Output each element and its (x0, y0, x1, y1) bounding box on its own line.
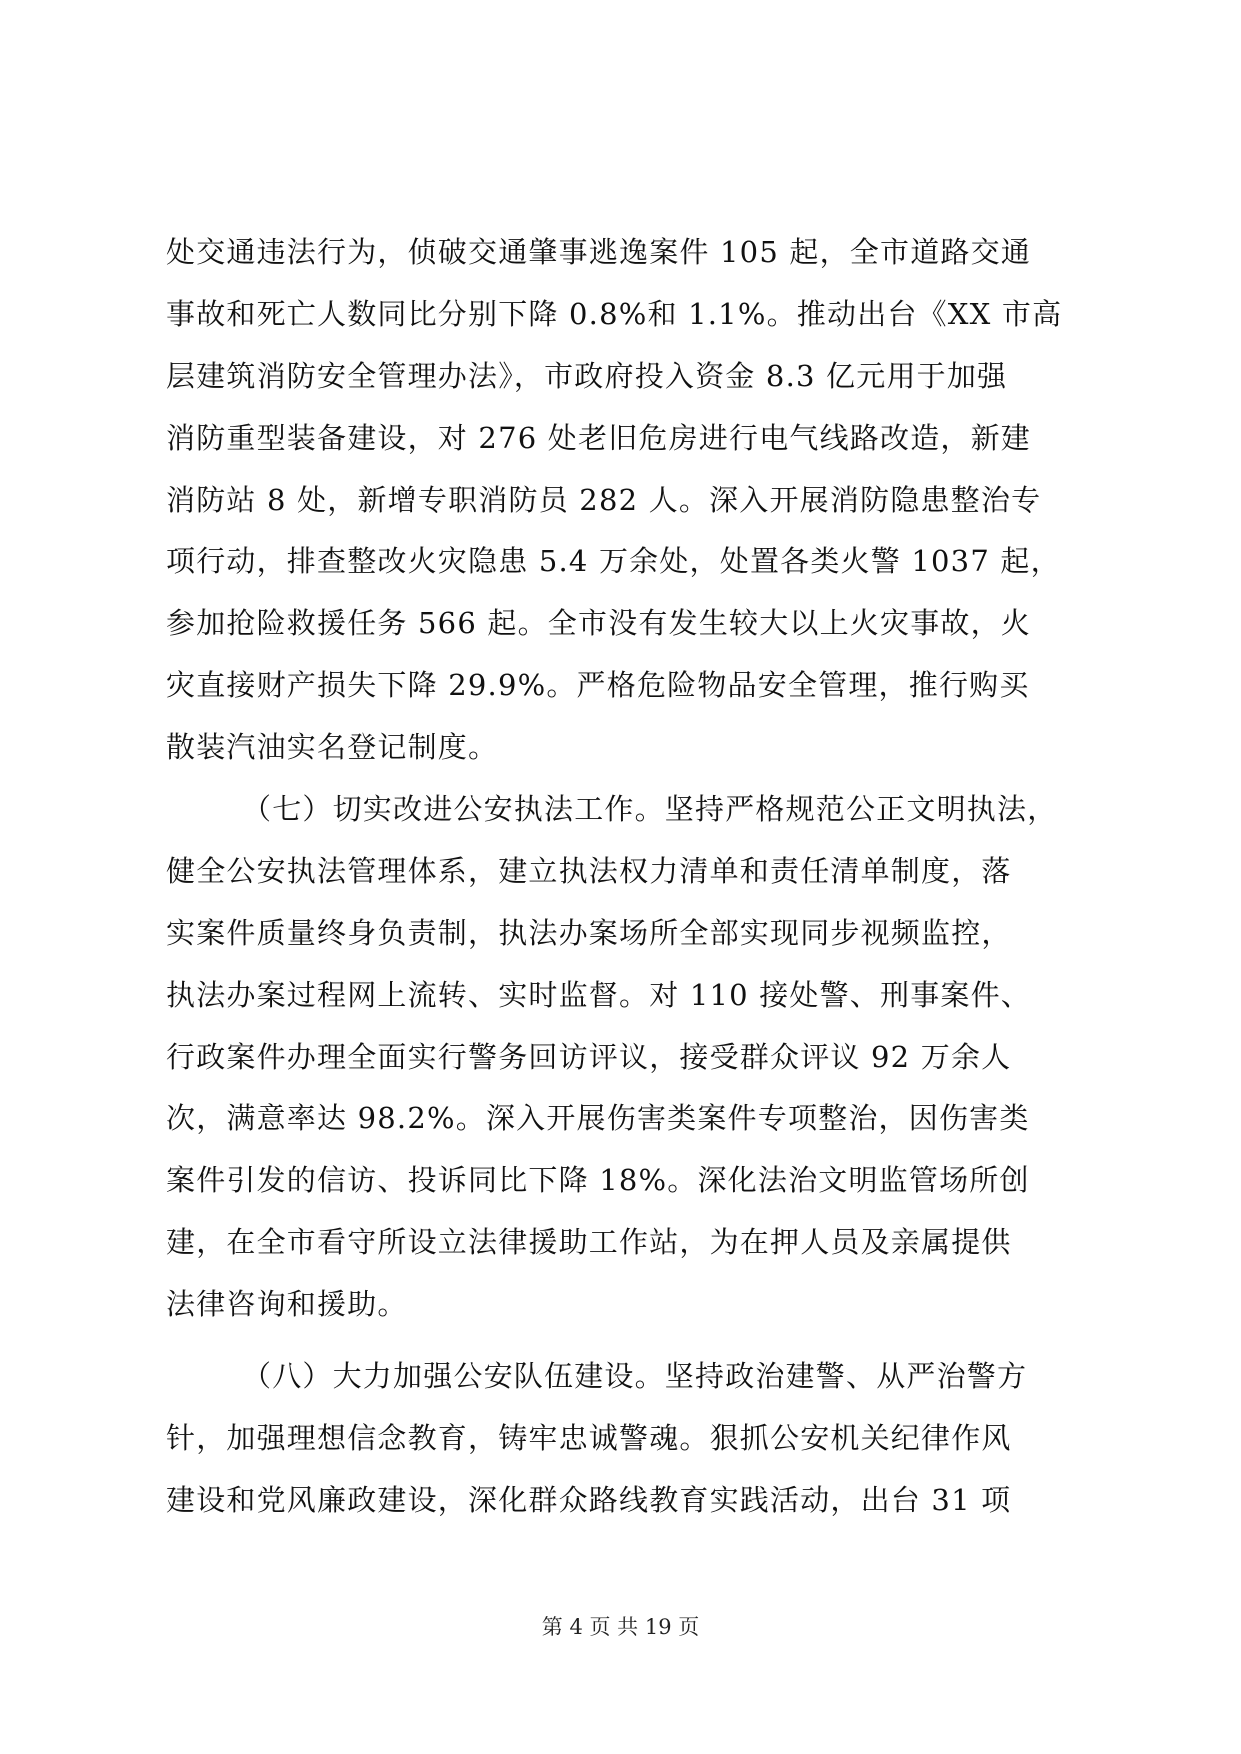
text-line: 法律咨询和援助。 (166, 1287, 408, 1322)
text-line: 事故和死亡人数同比分别下降 0.8%和 1.1%。推动出台《XX 市高 (166, 296, 1063, 331)
text-line: 项行动，排查整改火灾隐患 5.4 万余处，处置各类火警 1037 起， (166, 544, 1061, 579)
text-line: 次，满意率达 98.2%。深入开展伤害类案件专项整治，因伤害类 (166, 1101, 1030, 1136)
text-line: 健全公安执法管理体系，建立执法权力清单和责任清单制度，落 (166, 853, 1012, 888)
text-line: 案件引发的信访、投诉同比下降 18%。深化法治文明监管场所创 (166, 1163, 1030, 1198)
text-line: 建，在全市看守所设立法律援助工作站，为在押人员及亲属提供 (166, 1225, 1012, 1260)
text-line: 参加抢险救援任务 566 起。全市没有发生较大以上火灾事故，火 (166, 606, 1031, 641)
paragraph-law-enforcement (166, 779, 1086, 1336)
text-line: 散装汽油实名登记制度。 (166, 730, 499, 765)
text-line: 行政案件办理全面实行警务回访评议，接受群众评议 92 万余人 (166, 1039, 1012, 1074)
text-line: （八）大力加强公安队伍建设。坚持政治建警、从严治警方 (242, 1359, 1028, 1394)
text-line: 实案件质量终身负责制，执法办案场所全部实现同步视频监控， (166, 915, 1012, 950)
text-line: 建设和党风廉政建设，深化群众路线教育实践活动，出台 31 项 (166, 1482, 1012, 1517)
text-line: 灾直接财产损失下降 29.9%。严格危险物品安全管理，推行购买 (166, 668, 1030, 703)
paragraph-traffic-fire-safety (166, 222, 1086, 779)
text-line: 层建筑消防安全管理办法》，市政府投入资金 8.3 亿元用于加强 (166, 358, 1008, 393)
paragraph-team-building (166, 1346, 1086, 1532)
body-text (166, 222, 1086, 1532)
text-line: 处交通违法行为，侦破交通肇事逃逸案件 105 起，全市道路交通 (166, 235, 1031, 269)
text-line: 消防重型装备建设，对 276 处老旧危房进行电气线路改造，新建 (166, 420, 1031, 455)
text-line: 消防站 8 处，新增专职消防员 282 人。深入开展消防隐患整治专 (166, 482, 1042, 517)
text-line: 针，加强理想信念教育，铸牢忠诚警魂。狠抓公安机关纪律作风 (166, 1420, 1012, 1455)
text-line: 执法办案过程网上流转、实时监督。对 110 接处警、刑事案件、 (166, 977, 1031, 1012)
paragraph-gap (166, 1336, 1086, 1346)
page-number-footer: 第 4 页 共 19 页 (541, 1615, 700, 1639)
text-line: （七）切实改进公安执法工作。坚持严格规范公正文明执法， (242, 792, 1058, 827)
